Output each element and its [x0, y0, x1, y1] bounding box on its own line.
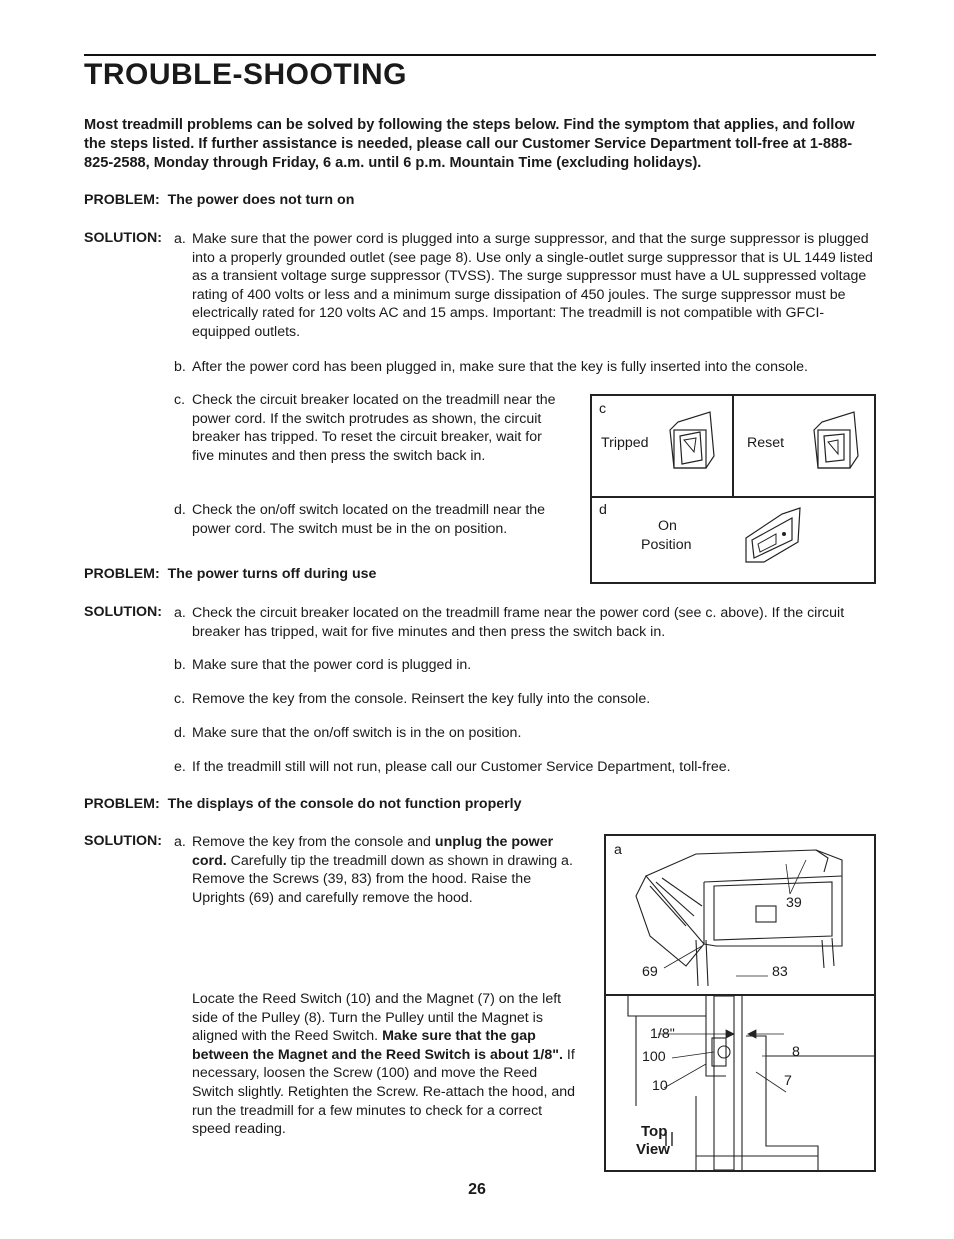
page-number: 26 — [468, 1181, 486, 1198]
figure-divider-v — [732, 396, 734, 496]
solution-1-label: SOLUTION: — [84, 230, 163, 246]
p1-step-a: a. Make sure that the power cord is plugged into a surge suppressor, and that the surge suppressor is plugged into a properly grounded outlet (see page 8). Use only a single-outlet surge suppressor that is UL 1449 listed as a transient voltage surge suppressor (TVSS). The surge suppressor must have a UL suppressed voltage rating of 400 volts or less and a minimum surge dissipation of 450 joules. The surge suppressor must be electrically rated for 120 volts AC and 15 amps. Important: The treadmill is not compatible with GFCI-equipped outlets. — [174, 231, 873, 340]
callout-83: 83 — [772, 964, 788, 980]
solution-3-label: SOLUTION: — [84, 833, 163, 849]
callout-7: 7 — [784, 1073, 792, 1089]
fig-d-label: d — [599, 502, 607, 518]
top-rule — [84, 54, 876, 56]
reset-label: Reset — [747, 435, 785, 451]
p2-step-c: c. Remove the key from the console. Reinsert the key fully into the console. — [174, 691, 651, 707]
callout-10: 10 — [652, 1078, 668, 1094]
solution-2-label: SOLUTION: — [84, 604, 163, 620]
p3-reed-switch-paragraph: Locate the Reed Switch (10) and the Magnet (7) on the left side of the Pulley (8). Turn the Pulley until the Magnet is aligned with the Reed Switch. Make sure that the gap between the Magnet and the Reed Switch is about 1/8". If necessary, loosen the Screw (100) and move the Reed Switch slightly. Retighten the Screw. Re-attach the hood, and run the treadmill for a few minutes to check for a correct speed reading. — [192, 991, 576, 1138]
problem-2-heading: PROBLEM: The power turns off during use — [84, 566, 377, 582]
p2-step-e: e. If the treadmill still will not run, please call our Customer Service Department, toll-free. — [174, 759, 731, 775]
p2-step-d: d. Make sure that the on/off switch is in the on position. — [174, 725, 522, 741]
p1-step-b: b. After the power cord has been plugged in, make sure that the key is fully inserted into the console. — [174, 359, 808, 375]
hood-removal-figure — [604, 834, 876, 1172]
problem-1-heading: PROBLEM: The power does not turn on — [84, 192, 355, 208]
fig-a-label: a — [614, 842, 622, 858]
position-label: Position — [641, 537, 692, 553]
breaker-figure — [590, 394, 876, 584]
top-view-label-top: Top — [641, 1123, 668, 1140]
callout-39: 39 — [786, 895, 802, 911]
p1-step-d: d. Check the on/off switch located on the treadmill near the power cord. The switch must be in the on position. — [174, 502, 546, 537]
figure-divider-h — [592, 496, 874, 498]
reset-switch-icon — [810, 408, 862, 474]
page-title: TROUBLE-SHOOTING — [84, 58, 407, 91]
tripped-label: Tripped — [601, 435, 649, 451]
fig-c-label: c — [599, 401, 607, 417]
intro-paragraph: Most treadmill problems can be solved by following the steps below. Find the symptom that applies, and follow the steps listed. If further assistance is needed, please call our Customer Service Department toll-free at 1-888-825-2588, Monday through Friday, 6 a.m. until 6 p.m. Mountain Time (excluding holidays). — [84, 117, 855, 171]
top-view-label-view: View — [636, 1141, 670, 1158]
callout-100: 100 — [642, 1049, 666, 1065]
p2-step-a: a. Check the circuit breaker located on the treadmill frame near the power cord (see c. above). If the circuit breaker has tripped, wait for five minutes and then press the switch back in. — [174, 605, 845, 640]
callout-8: 8 — [792, 1044, 800, 1060]
problem-3-heading: PROBLEM: The displays of the console do not function properly — [84, 796, 522, 812]
p3-step-a: a. Remove the key from the console and unplug the power cord. Carefully tip the treadmill down as shown in drawing a. Remove the Screws (39, 83) from the hood. Raise the Uprights (69) and carefully remove the hood. — [174, 834, 573, 906]
callout-69: 69 — [642, 964, 658, 980]
p1-step-c: c. Check the circuit breaker located on the treadmill near the power cord. If the switch protrudes as shown, the circuit breaker has tripped. To reset the circuit breaker, wait for five minutes and then press the switch back in. — [174, 392, 556, 464]
gap-label: 1/8" — [650, 1026, 675, 1042]
tripped-switch-icon — [666, 408, 718, 474]
on-label: On — [658, 518, 677, 534]
on-off-switch-icon — [742, 504, 806, 566]
p2-step-b: b. Make sure that the power cord is plugged in. — [174, 657, 472, 673]
